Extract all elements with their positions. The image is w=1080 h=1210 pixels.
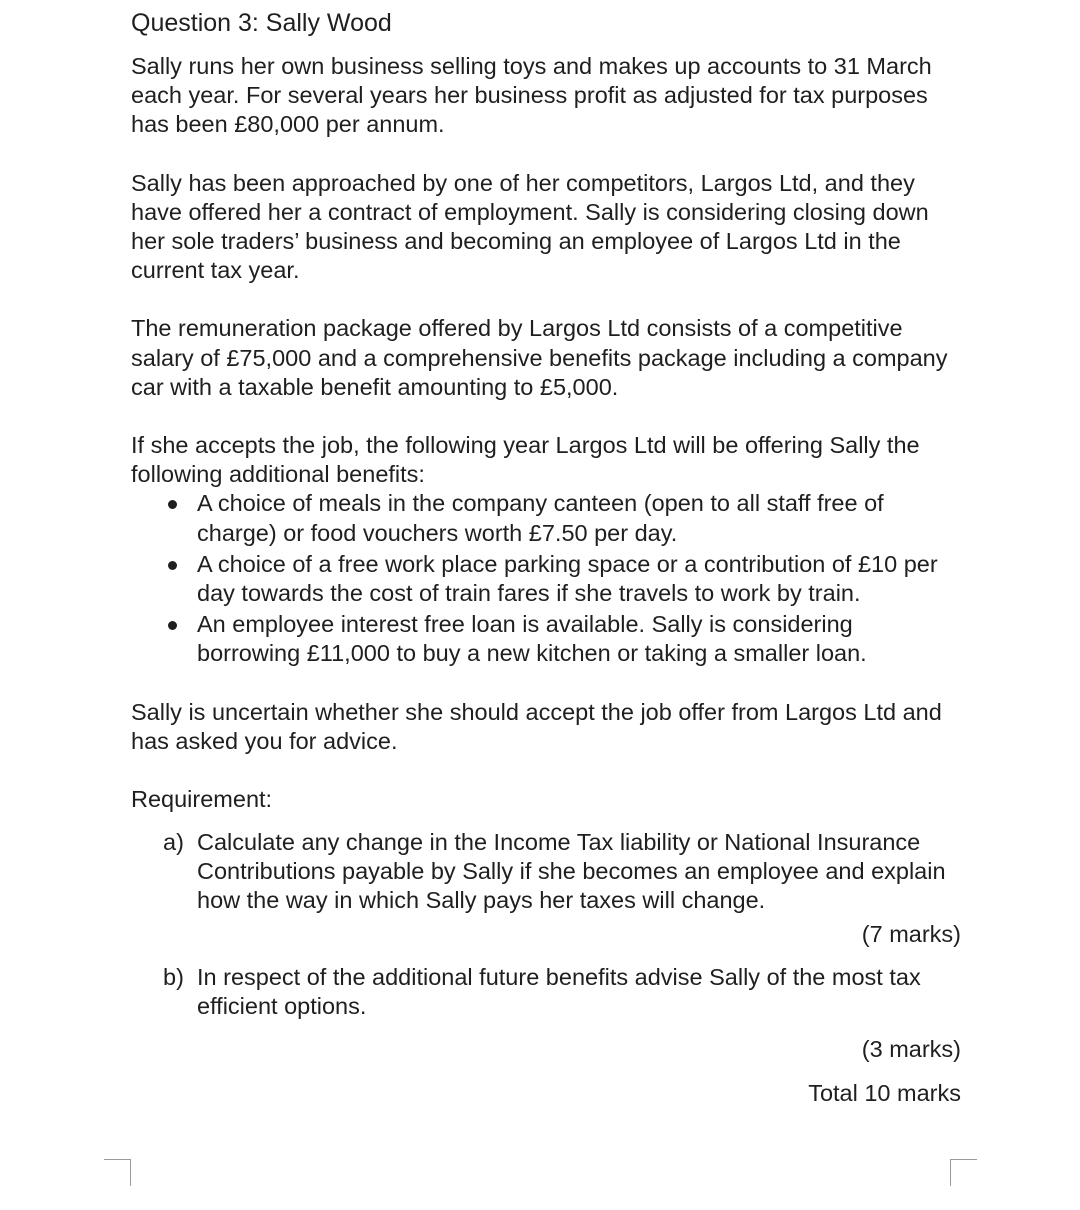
- requirement-letter: a): [163, 829, 184, 856]
- bullet-icon: [168, 621, 177, 630]
- benefits-list: [131, 489, 961, 668]
- requirement-text: Calculate any change in the Income Tax liability or National Insurance Contributions payable by Sally if she becomes an employee and explain how the way in which Sally pays her taxes will change.: [197, 829, 946, 914]
- paragraph-closing: Sally is uncertain whether she should accept the job offer from Largos Ltd and has asked you for advice.: [131, 698, 942, 754]
- list-item: [131, 550, 961, 608]
- marks-a: (7 marks): [861, 920, 961, 947]
- bullet-text: An employee interest free loan is available. Sally is considering borrowing £11,000 to buy a new kitchen or taking a smaller loan.: [197, 611, 867, 667]
- list-item: [131, 610, 961, 668]
- document-page: [131, 8, 961, 1108]
- list-item: [131, 489, 961, 547]
- paragraph-offer: Sally has been approached by one of her competitors, Largos Ltd, and they have offered her a contract of employment. Sally is considering closing down her sole traders’ business and becoming an employee of Largos Ltd in the current tax year.: [131, 169, 929, 284]
- total-marks: Total 10 marks: [808, 1080, 961, 1107]
- marks-b: (3 marks): [861, 1036, 961, 1063]
- bullet-text: A choice of a free work place parking space or a contribution of £10 per day towards the cost of train fares if she travels to work by train.: [197, 550, 938, 607]
- bullet-icon: [168, 561, 177, 570]
- bullet-text: A choice of meals in the company canteen (open to all staff free of charge) or food vouchers worth £7.50 per day.: [197, 490, 884, 546]
- requirement-letter: b): [163, 963, 184, 990]
- requirement-b: [131, 963, 961, 1021]
- paragraph-remuneration: The remuneration package offered by Largos Ltd consists of a competitive salary of £75,000 and a comprehensive benefits package including a company car with a taxable benefit amounting to £5,000.: [131, 315, 948, 400]
- page-corner-mark-right: [950, 1159, 977, 1186]
- requirement-text: In respect of the additional future benefits advise Sally of the most tax efficient options.: [197, 963, 921, 1019]
- question-title: Question 3: Sally Wood: [131, 9, 392, 37]
- paragraph-business: Sally runs her own business selling toys and makes up accounts to 31 March each year. For several years her business profit as adjusted for tax purposes has been £80,000 per annum.: [131, 53, 932, 138]
- bullet-icon: [168, 500, 177, 509]
- page-corner-mark-left: [104, 1159, 131, 1186]
- requirement-heading: Requirement:: [131, 786, 273, 813]
- requirement-a: [131, 828, 961, 916]
- paragraph-additional-benefits: If she accepts the job, the following year Largos Ltd will be offering Sally the following additional benefits:: [131, 432, 920, 488]
